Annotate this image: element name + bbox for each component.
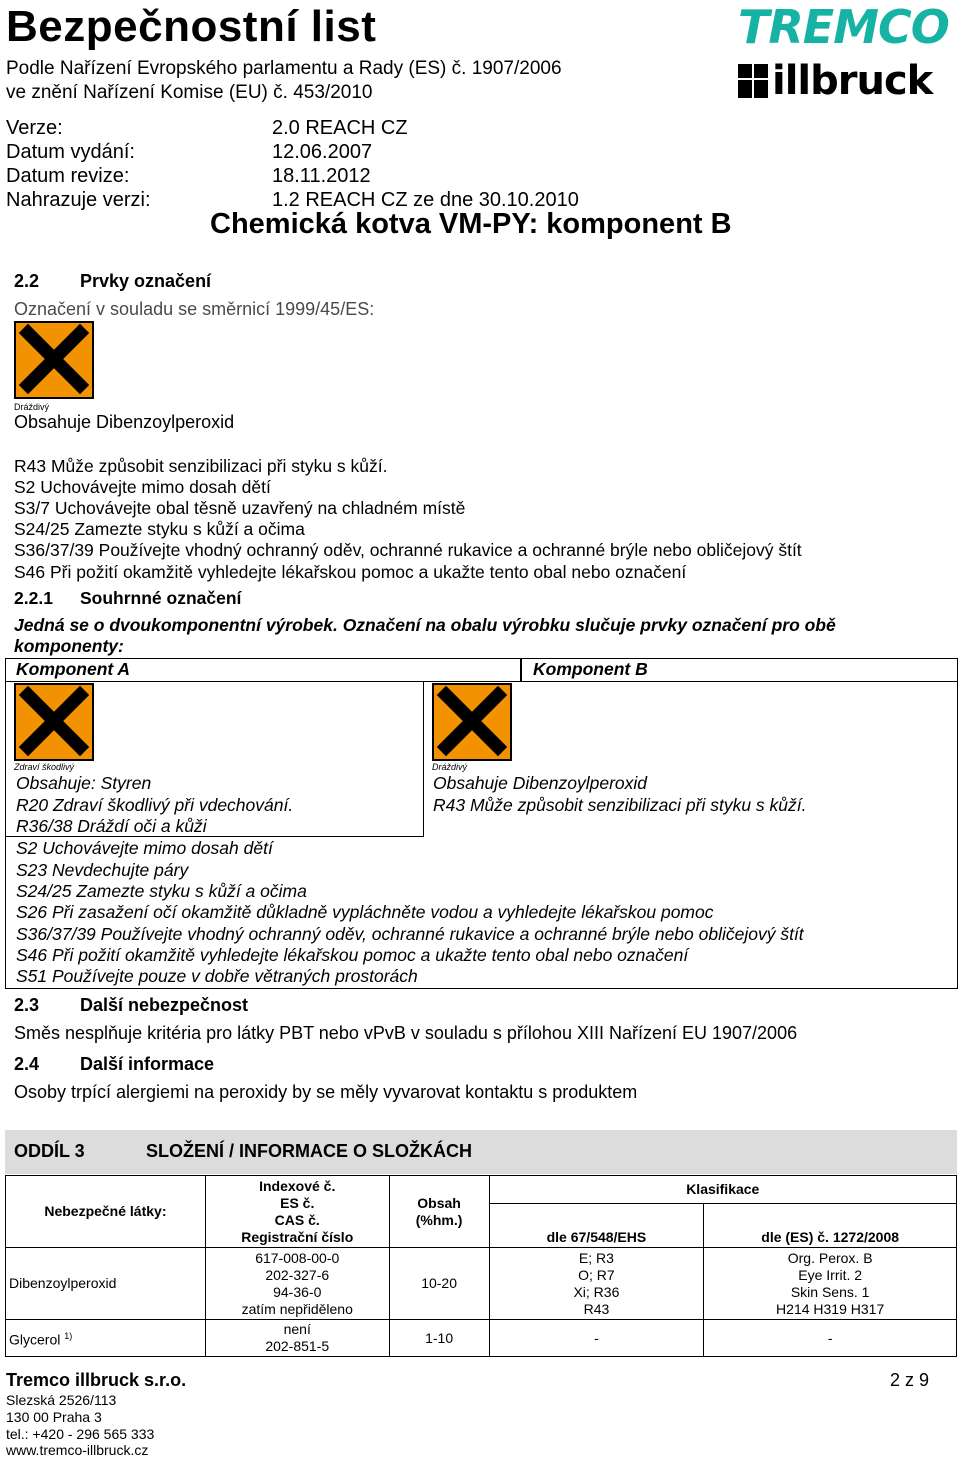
combined-s2: S2 Uchovávejte mimo dosah dětí <box>16 838 273 858</box>
issue-date-label: Datum vydání: <box>6 141 135 163</box>
substance-ids: 617-008-00-0 202-327-6 94-36-0 zatím nepřiděleno <box>205 1248 389 1320</box>
substance-class-dsd: E; R3 O; R7 Xi; R36 R43 <box>489 1248 704 1320</box>
component-divider <box>423 681 424 837</box>
contains-text: Obsahuje Dibenzoylperoxid <box>14 412 235 432</box>
section-2-3-title: Další nebezpečnost <box>80 995 249 1015</box>
substance-ids: není 202-851-5 <box>205 1320 389 1357</box>
phrase-s24-25: S24/25 Zamezte styku s kůží a očima <box>14 519 305 539</box>
header-substances: Nebezpečné látky: <box>6 1176 206 1248</box>
component-a-symbol-label: Zdraví škodlivý <box>14 762 75 772</box>
combined-s36-37-39: S36/37/39 Používejte vhodný ochranný oděv, ochranné rukavice a ochranné brýle nebo obličejový štít <box>16 924 804 944</box>
component-b-label: Komponent B <box>533 659 648 679</box>
combined-s24-25: S24/25 Zamezte styku s kůží a očima <box>16 881 307 901</box>
header-identifiers: Indexové č. ES č. CAS č. Registrační číslo <box>205 1176 389 1248</box>
revision-date-value: 18.11.2012 <box>272 165 371 187</box>
substance-name: Dibenzoylperoxid <box>6 1248 206 1320</box>
illbruck-logo: illbruck <box>772 58 933 104</box>
header-class-dsd: dle 67/548/EHS <box>489 1204 704 1248</box>
substance-class-clp: Org. Perox. B Eye Irrit. 2 Skin Sens. 1 H214 H319 H317 <box>704 1248 957 1320</box>
section-2-3-text: Směs nesplňuje kritéria pro látky PBT nebo vPvB v souladu s přílohou XIII Nařízení EU 1907/2006 <box>14 1023 798 1043</box>
component-b-symbol-label: Dráždivý <box>432 762 468 772</box>
combined-s46: S46 Při požití okamžitě vyhledejte lékařskou pomoc a ukažte tento obal nebo označení <box>16 945 689 965</box>
product-name: Chemická kotva VM-PY: komponent B <box>210 208 732 240</box>
version-value: 2.0 REACH CZ <box>272 117 408 139</box>
substance-name: Glycerol $^{1)}$ <box>6 1320 206 1357</box>
regulation-line-1: Podle Nařízení Evropského parlamentu a Rady (ES) č. 1907/2006 <box>6 58 562 79</box>
component-a-contains: Obsahuje: Styren <box>16 773 152 793</box>
combined-s51: S51 Používejte pouze v dobře větraných prostorách <box>16 966 418 986</box>
footer-company: Tremco illbruck s.r.o. <box>6 1370 187 1390</box>
substance-class-clp: - <box>704 1320 957 1357</box>
footer-tel: tel.: +420 - 296 565 333 <box>6 1426 155 1442</box>
document-title: Bezpečnostní list <box>6 2 377 51</box>
section-2-4-text: Osoby trpící alergiemi na peroxidy by se měly vyvarovat kontaktu s produktem <box>14 1082 638 1102</box>
version-label: Verze: <box>6 117 63 139</box>
header-class-clp: dle (ES) č. 1272/2008 <box>704 1204 957 1248</box>
header-content: Obsah (%hm.) <box>389 1176 489 1248</box>
phrase-r43: R43 Může způsobit senzibilizaci při styku s kůží. <box>14 456 388 476</box>
table-row <box>6 1320 957 1357</box>
phrase-s46: S46 Při požití okamžitě vyhledejte lékařskou pomoc a ukažte tento obal nebo označení <box>14 562 687 582</box>
section-2-2-1-title: Souhrnné označení <box>80 588 242 608</box>
phrase-s36-37-39: S36/37/39 Používejte vhodný ochranný oděv, ochranné rukavice a ochranné brýle nebo obličejový štít <box>14 540 802 560</box>
replaces-value: 1.2 REACH CZ ze dne 30.10.2010 <box>272 189 579 211</box>
substance-content: 10-20 <box>389 1248 489 1320</box>
irritant-x-icon-b <box>432 683 512 766</box>
two-component-intro: Jedná se o dvoukomponentní výrobek. Označení na obalu výrobku slučuje prvky označení pro obě <box>14 615 836 635</box>
revision-date-label: Datum revize: <box>6 165 130 187</box>
component-b-r43: R43 Může způsobit senzibilizaci při styku s kůží. <box>433 795 807 815</box>
replaces-label: Nahrazuje verzi: <box>6 189 151 211</box>
component-a-r36-38: R36/38 Dráždí oči a kůži <box>16 816 207 836</box>
harmful-x-icon <box>14 683 94 766</box>
section-3-title: SLOŽENÍ / INFORMACE O SLOŽKÁCH <box>146 1141 472 1161</box>
irritant-x-icon <box>14 321 94 404</box>
regulation-line-2: ve znění Nařízení Komise (EU) č. 453/2010 <box>6 82 373 103</box>
phrase-s2: S2 Uchovávejte mimo dosah dětí <box>14 477 271 497</box>
issue-date-value: 12.06.2007 <box>272 141 373 163</box>
table-row <box>6 1248 957 1320</box>
section-2-3-number: 2.3 <box>14 995 40 1015</box>
footer-street: Slezská 2526/113 <box>6 1392 117 1408</box>
substance-content: 1-10 <box>389 1320 489 1357</box>
section-2-2-1-number: 2.2.1 <box>14 588 53 608</box>
two-component-intro-cont: komponenty: <box>14 636 124 656</box>
phrase-s3-7: S3/7 Uchovávejte obal těsně uzavřený na chladném místě <box>14 498 466 518</box>
composition-table <box>5 1175 957 1357</box>
combined-s23: S23 Nevdechujte páry <box>16 860 189 880</box>
page-number: 2 z 9 <box>890 1370 930 1390</box>
symbol-label: Dráždivý <box>14 402 50 412</box>
substance-class-dsd: - <box>489 1320 704 1357</box>
directive-text: Označení v souladu se směrnicí 1999/45/ES: <box>14 299 375 319</box>
footer-city: 130 00 Praha 3 <box>6 1409 102 1425</box>
component-a-label: Komponent A <box>16 659 131 679</box>
component-a-r20: R20 Zdraví škodlivý při vdechování. <box>16 795 294 815</box>
tremco-logo: TREMCO <box>738 0 949 54</box>
header-classification: Klasifikace <box>489 1176 956 1204</box>
section-2-2-number: 2.2 <box>14 271 40 291</box>
illbruck-logo-mark <box>738 62 768 100</box>
section-3-label: ODDÍL 3 <box>14 1141 85 1161</box>
component-b-contains: Obsahuje Dibenzoylperoxid <box>433 773 648 793</box>
combined-s26: S26 Při zasažení očí okamžitě důkladně vypláchněte vodou a vyhledejte lékařskou pomoc <box>16 902 714 922</box>
footer-web: www.tremco-illbruck.cz <box>6 1442 149 1458</box>
section-2-2-title: Prvky označení <box>80 271 212 291</box>
section-2-4-number: 2.4 <box>14 1054 40 1074</box>
section-2-4-title: Další informace <box>80 1054 215 1074</box>
